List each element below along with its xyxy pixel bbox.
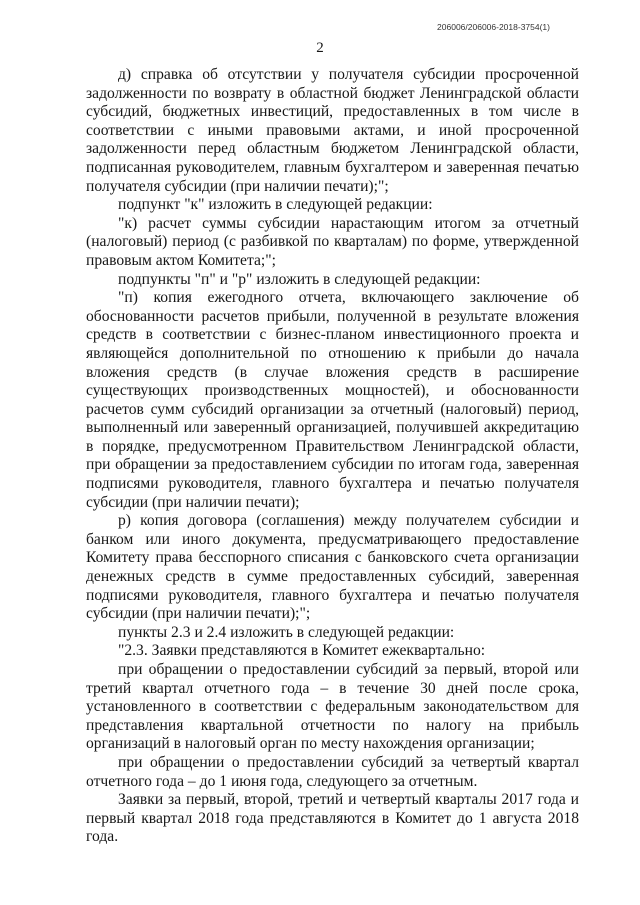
page-number: 2 [316,40,324,56]
paragraph-quarters-1-3: при обращении о предоставлении субсидий за первый, второй или третий квартал отчетного года – в течение 30 дней после срока, установленного в соответствии с федеральным законодательством для представления квартальной отчетности по налогу на прибыль организаций в налоговый орган по месту нахождения организации; [86,661,579,753]
paragraph-p-r-intro: подпункты "п" и "р" изложить в следующей редакции: [118,270,481,288]
paragraph-p: "п) копия ежегодного отчета, включающего заключение об обоснованности расчетов прибыли, полученной в результате вложения средств в соответствии с бизнес-планом инвестиционного проекта и являющейся дополнительной по отношению к прибыли до начала вложения средств (в случае вложения средств в расширение существующих производственных мощностей), и обоснованности расчетов сумм субсидий организации за отчетный (налоговый) период, выполненный или заверенный организацией, получившей аккредитацию в порядке, предусмотренном Правительством Ленинградской области, при обращении за предоставлением субсидии по итогам года, заверенная подписями руководителя, главного бухгалтера и печатью получателя субсидии (при наличии печати); [86,289,579,511]
paragraph-r: р) копия договора (соглашения) между получателем субсидии и банком или иного документа, предусматривающего предоставление Комитету права бесспорного списания с банковского счета организации денежных средств в сумме предоставленных субсидий, заверенная подписями руководителя, главного бухгалтера и печатью получателя субсидии (при наличии печати);"; [86,512,579,623]
document-code: 206006/206006-2018-3754(1) [437,22,550,32]
paragraph-2-3-intro: пункты 2.3 и 2.4 изложить в следующей редакции: [118,623,455,641]
paragraph-d: д) справка об отсутствии у получателя субсидии просроченной задолженности по возврату в областной бюджет Ленинградской области субсидий, бюджетных инвестиций, предоставленных в том числе в соответствии с иными правовыми актами, и иной просроченной задолженности перед областным бюджетом Ленинградской области, подписанная руководителем, главным бухгалтером и заверенная печатью получателя субсидии (при наличии печати);"; [86,66,579,195]
document-body [86,66,579,847]
paragraph-deadline-2017-2018: Заявки за первый, второй, третий и четвертый кварталы 2017 года и первый квартал 2018 года представляются в Комитет до 1 августа 2018 года. [86,791,579,846]
paragraph-2-3: "2.3. Заявки представляются в Комитет ежеквартально: [118,642,486,660]
paragraph-k-intro: подпункт "к" изложить в следующей редакции: [118,196,433,214]
paragraph-k: "к) расчет суммы субсидии нарастающим итогом за отчетный (налоговый) период (с разбивкой по кварталам) по форме, утвержденной правовым актом Комитета;"; [86,214,579,269]
paragraph-quarter-4: при обращении о предоставлении субсидий за четвертый квартал отчетного года – до 1 июня года, следующего за отчетным. [86,753,579,790]
